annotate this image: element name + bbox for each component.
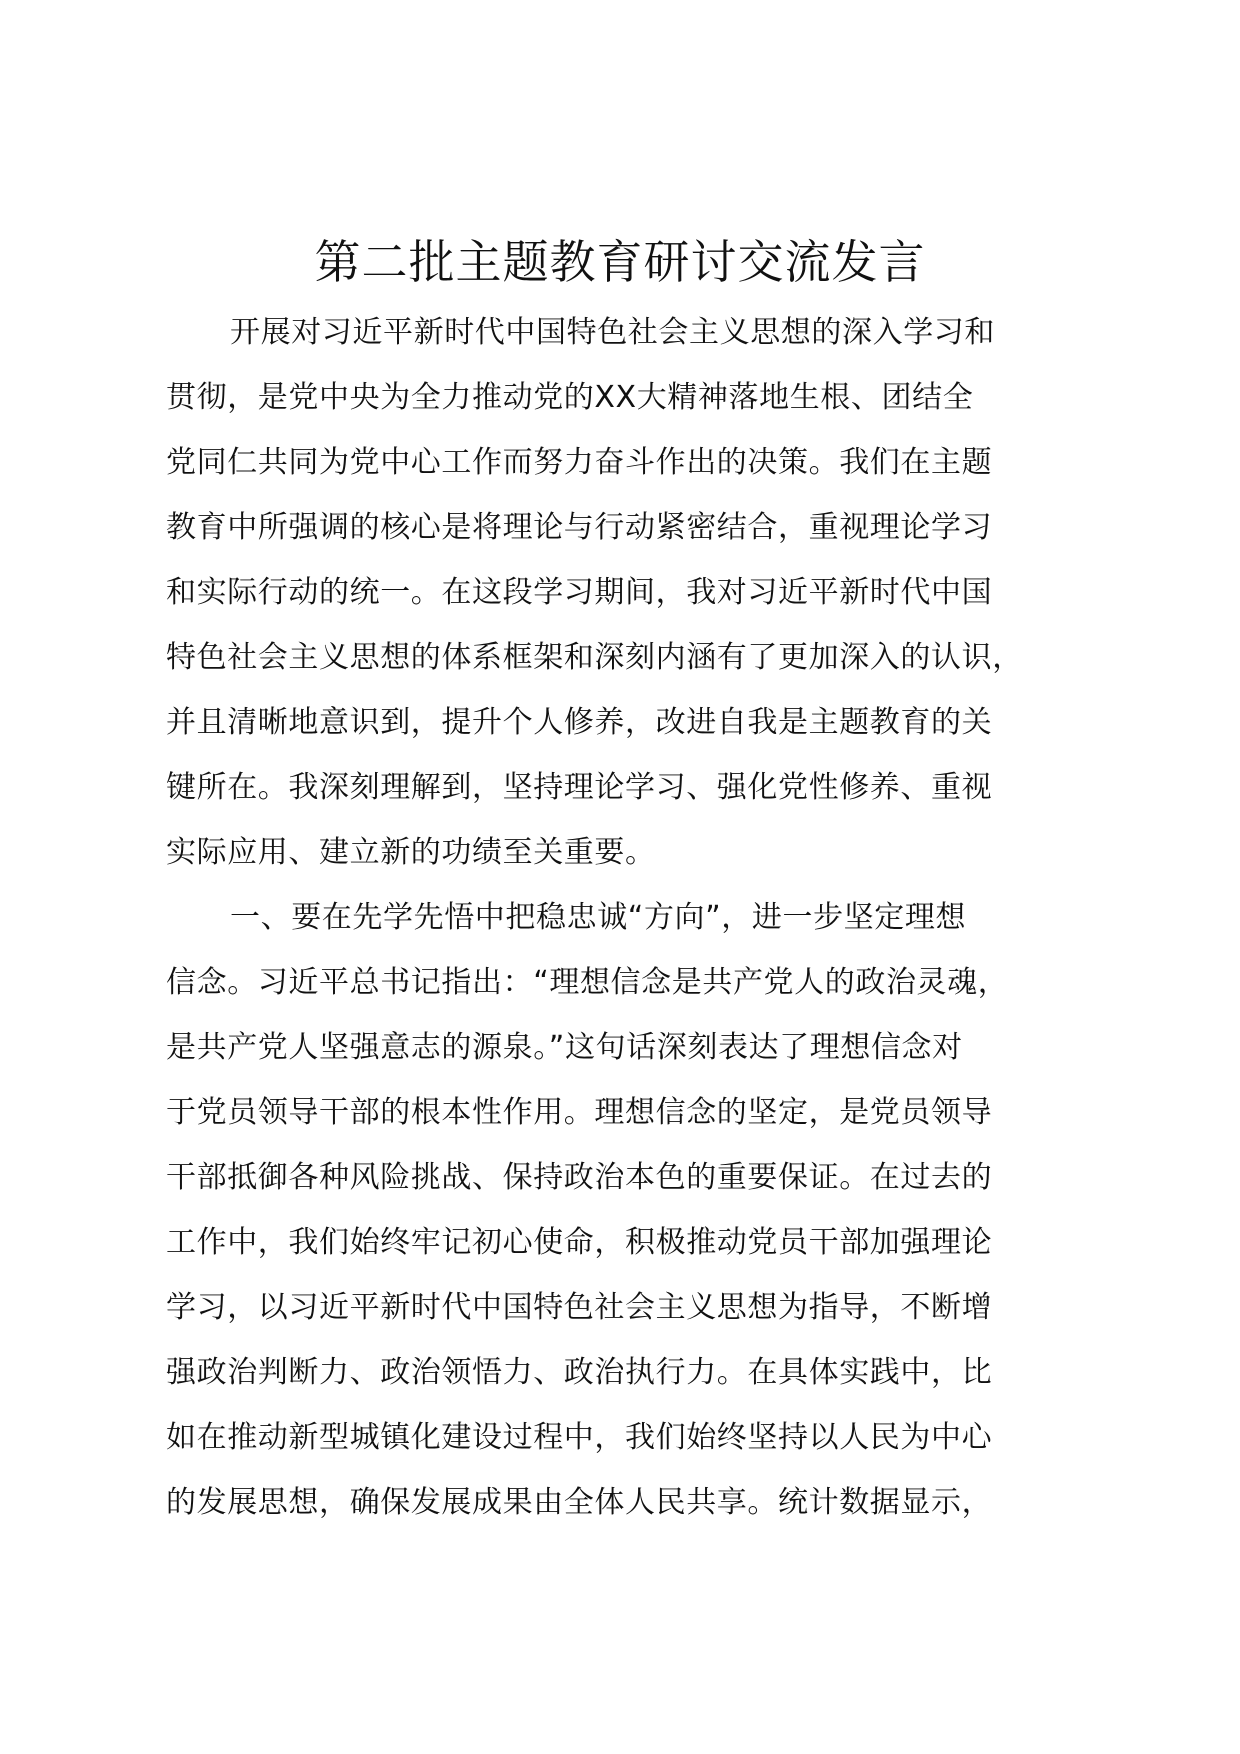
body-text-line: 是共产党人坚强意志的源泉。”这句话深刻表达了理想信念对 — [166, 1030, 963, 1065]
body-text-line: 和实际行动的统一。在这段学习期间，我对习近平新时代中国 — [166, 575, 993, 610]
document-title: 第二批主题教育研讨交流发言 — [314, 235, 926, 289]
body-text-line: 并且清晰地意识到，提升个人修养，改进自我是主题教育的关 — [166, 705, 993, 740]
body-text-line: 教育中所强调的核心是将理论与行动紧密结合，重视理论学习 — [166, 510, 993, 545]
body-text-line: 开展对习近平新时代中国特色社会主义思想的深入学习和 — [230, 315, 995, 350]
body-text-line: 信念。习近平总书记指出：“理想信念是共产党人的政治灵魂， — [166, 965, 1009, 1000]
body-text-line: 的发展思想，确保发展成果由全体人民共享。统计数据显示， — [166, 1485, 993, 1520]
body-text-line: 于党员领导干部的根本性作用。理想信念的坚定，是党员领导 — [166, 1095, 993, 1130]
body-text-line: 工作中，我们始终牢记初心使命，积极推动党员干部加强理论 — [166, 1225, 993, 1260]
body-text-line: 党同仁共同为党中心工作而努力奋斗作出的决策。我们在主题 — [166, 445, 993, 480]
body-text-line: 特色社会主义思想的体系框架和深刻内涵有了更加深入的认识， — [166, 640, 1023, 675]
document-body — [166, 300, 1126, 1535]
body-text-line: 键所在。我深刻理解到，坚持理论学习、强化党性修养、重视 — [166, 770, 993, 805]
body-text-line: 贯彻，是党中央为全力推动党的XX大精神落地生根、团结全 — [166, 380, 974, 415]
body-text-line: 一、要在先学先悟中把稳忠诚“方向”，进一步坚定理想 — [230, 900, 967, 935]
body-text-line: 实际应用、建立新的功绩至关重要。 — [166, 835, 656, 870]
body-text-line: 如在推动新型城镇化建设过程中，我们始终坚持以人民为中心 — [166, 1420, 993, 1455]
body-text-line: 干部抵御各种风险挑战、保持政治本色的重要保证。在过去的 — [166, 1160, 993, 1195]
body-text-line: 学习，以习近平新时代中国特色社会主义思想为指导，不断增 — [166, 1290, 993, 1325]
body-text-line: 强政治判断力、政治领悟力、政治执行力。在具体实践中，比 — [166, 1355, 993, 1390]
